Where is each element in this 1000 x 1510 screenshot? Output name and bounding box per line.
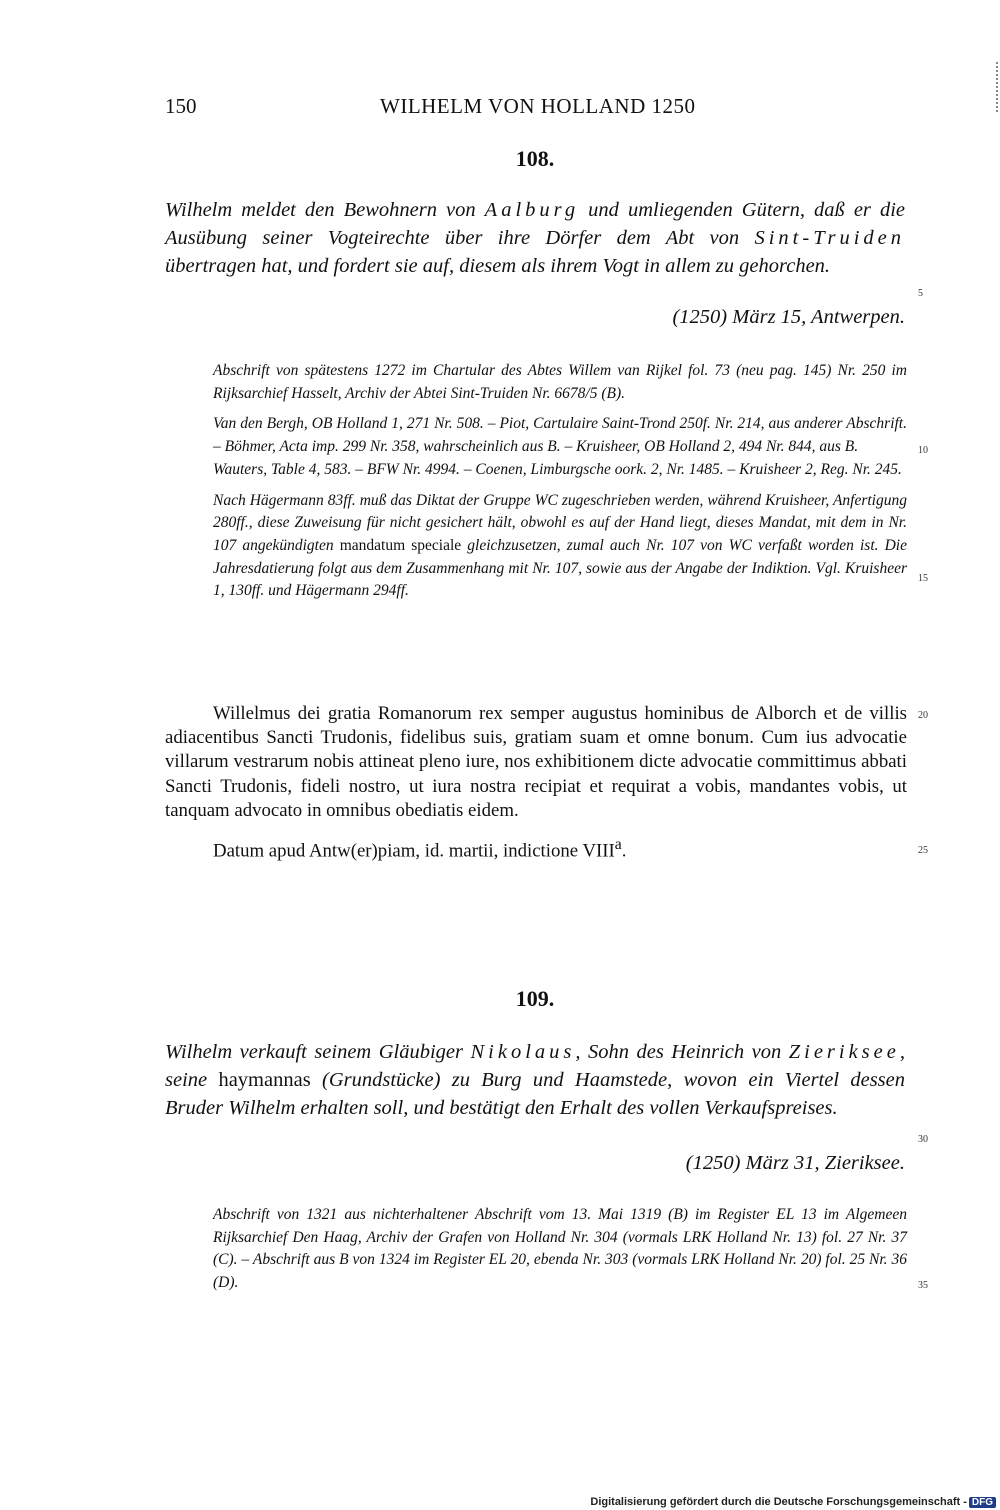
regest-text: übertragen hat, und fordert sie auf, diesem als ihrem Vogt in allem zu gehorchen. bbox=[165, 255, 831, 277]
dfg-logo-icon: DFG bbox=[969, 1497, 996, 1508]
regest-text: Wilhelm meldet den Bewohnern von bbox=[165, 199, 485, 221]
datum-line: Datum apud Antw(er)piam, id. martii, indictione VIII$^a$. bbox=[213, 836, 627, 862]
date-line-109: (1250) März 31, Zieriksee. bbox=[685, 1152, 905, 1174]
note-paragraph: Abschrift von 1321 aus nichterhaltener Abschrift vom 13. Mai 1319 (B) im Register EL 13 im Algemeen Rijksarchief Den Haag, Archiv der Grafen von Holland Nr. 304 (vormals LRK Holland Nr. 13) fol. 27 Nr. 37 (C). – Abschrift aus B von 1324 im Register EL 20, ebenda Nr. 303 (vormals LRK Holland Nr. 20) fol. 25 Nr. 36 (D). bbox=[213, 1206, 907, 1292]
line-number: 10 bbox=[918, 445, 928, 456]
note-paragraph: Abschrift von spätestens 1272 im Chartular des Abtes Willem van Rijkel fol. 73 (neu pag. 145) Nr. 250 im Rijksarchief Hasselt, Archiv der Abtei Sint-Truiden Nr. 6678/5 (B). bbox=[213, 362, 907, 402]
line-number: 25 bbox=[918, 845, 928, 856]
place-name-aalburg: Aalburg bbox=[484, 199, 580, 221]
page-number: 150 bbox=[165, 94, 197, 118]
regest-text: und umliegenden Gütern, daß er die Ausübung seiner Vogteirechte über ihre Dörfer dem Abt von bbox=[165, 199, 905, 249]
document-number-109: 109. bbox=[515, 986, 555, 1011]
line-number: 5 bbox=[918, 288, 923, 299]
person-name-nikolaus: Nikolaus bbox=[470, 1041, 576, 1063]
place-name-sint-truiden: Sint-Truiden bbox=[754, 227, 905, 249]
note-paragraph: Wauters, Table 4, 583. – BFW Nr. 4994. – Coenen, Limburgsche oork. 2, Nr. 1485. – Kruisheer 2, Reg. Nr. 245. bbox=[213, 460, 902, 478]
date-line-108: (1250) März 15, Antwerpen. bbox=[672, 306, 905, 328]
digitization-footer bbox=[590, 1496, 996, 1508]
line-number: 20 bbox=[918, 710, 928, 721]
line-number: 15 bbox=[918, 573, 928, 584]
footer-text: Digitalisierung gefördert durch die Deutsche Forschungsgemeinschaft - bbox=[590, 1496, 967, 1508]
commentary-paragraph: Nach Hägermann 83ff. muß das Diktat der Gruppe WC zugeschrieben werden, während Kruisheer, Anfertigung 280ff., diese Zuweisung für nicht gesichert hält, obwohl es auf der Hand liegt, dieses Mandat, mit dem in Nr. 107 angekündigten mandatum speciale gleichzusetzen, zumal auch Nr. 107 von WC verfaßt worden ist. Die Jahresdatierung folgt aus dem Zusammenhang mit Nr. 107, sowie aus der Angabe der Indiktion. Vgl. Kruisheer 1, 130ff. und Hägermann 294ff. bbox=[213, 491, 907, 600]
note-paragraph: Van den Bergh, OB Holland 1, 271 Nr. 508. – Piot, Cartulaire Saint-Trond 250f. Nr. 214, aus anderer Abschrift. – Böhmer, Acta imp. 299 Nr. 358, wahrscheinlich aus B. – Kruisheer, OB Holland 2, 494 Nr. 844, aus B. bbox=[213, 415, 907, 456]
line-number: 35 bbox=[918, 1280, 928, 1291]
document-number-108: 108. bbox=[515, 146, 555, 171]
document-text-108 bbox=[165, 702, 907, 863]
running-title: WILHELM VON HOLLAND 1250 bbox=[380, 94, 696, 118]
scan-edge-marks bbox=[990, 62, 998, 112]
running-header bbox=[0, 94, 1000, 124]
line-number: 30 bbox=[918, 1134, 928, 1145]
source-notes-109 bbox=[213, 1204, 907, 1295]
regest-108 bbox=[165, 196, 905, 280]
latin-term: mandatum speciale bbox=[339, 536, 462, 554]
regest-109: Wilhelm verkauft seinem Gläubiger Nikolaus, Sohn des Heinrich von Zieriksee, seine haymannas (Grundstücke) zu Burg und Haamstede, wovon ein Viertel dessen Bruder Wilhelm erhalten soll, und bestätigt den Erhalt des vollen Verkaufspreises. bbox=[165, 1041, 906, 1119]
latin-term: haymannas bbox=[218, 1069, 311, 1091]
place-name-zieriksee: Zieriksee bbox=[788, 1041, 900, 1063]
source-notes-108 bbox=[213, 360, 907, 603]
charter-text: Willelmus dei gratia Romanorum rex semper augustus hominibus de Alborch et de villis adiacentibus Sancti Trudonis, fidelibus suis, gratiam suam et omne bonum. Cum ius advocatie villarum vestrarum nobis attineat pleno iure, nos exhibitionem dicte advocatie committimus abbati Sancti Trudonis, fideli nostro, ut iura nostra recipiat et requirat a vobis, mandantes vobis, ut tanquam advocato in omnibus obediatis eidem. bbox=[165, 703, 907, 821]
